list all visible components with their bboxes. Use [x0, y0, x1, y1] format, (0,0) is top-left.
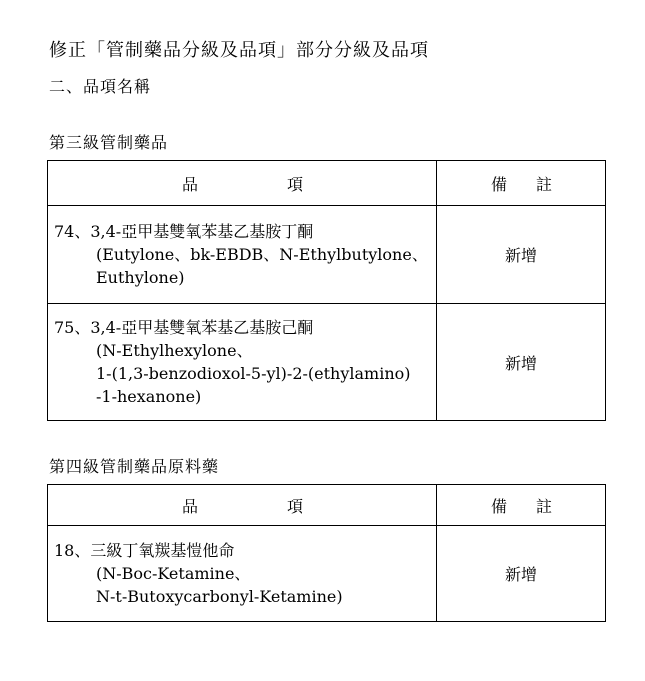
item-cell: [48, 206, 437, 304]
header-remark: [437, 161, 606, 206]
item-name: 75、3,4-亞甲基雙氧苯基乙基胺己酮: [54, 318, 314, 337]
item-name: 74、3,4-亞甲基雙氧苯基乙基胺丁酮: [54, 222, 314, 241]
item-synonym-line: (N-Boc-Ketamine、: [96, 564, 251, 583]
header-item-char: 項: [286, 496, 304, 516]
item-synonym-line: (N-Ethylhexylone、: [96, 341, 253, 360]
header-remark: [437, 485, 606, 526]
header-item-char: 品: [182, 496, 200, 516]
header-remark-char: 註: [535, 496, 553, 516]
header-remark-char: 註: [535, 174, 553, 194]
table-row: [48, 526, 606, 622]
section-subtitle: 二、品項名稱: [49, 77, 152, 96]
item-synonym-line: Euthylone): [96, 268, 185, 287]
document-title: 修正「管制藥品分級及品項」部分分級及品項: [49, 40, 429, 61]
item-synonym-line: 1-(1,3-benzodioxol-5-yl)-2-(ethylamino): [96, 364, 411, 383]
table-row: [48, 206, 606, 304]
schedule-3-table: [47, 160, 606, 421]
item-synonym-line: -1-hexanone): [96, 387, 202, 406]
table-header-row: [48, 485, 606, 526]
header-item-char: 項: [286, 174, 304, 194]
table-row: [48, 304, 606, 421]
schedule-4-table: [47, 484, 606, 622]
header-item-char: 品: [182, 174, 200, 194]
remark-cell: 新增: [437, 206, 606, 304]
remark-cell: 新增: [437, 304, 606, 421]
section-heading-schedule-3: 第三級管制藥品: [49, 133, 169, 152]
item-synonym-line: (Eutylone、bk-EBDB、N-Ethylbutylone、: [96, 245, 428, 264]
remark-cell: 新增: [437, 526, 606, 622]
header-item: [48, 485, 437, 526]
section-heading-schedule-4: 第四級管制藥品原料藥: [49, 457, 220, 476]
item-name: 18、三級丁氧羰基愷他命: [54, 541, 235, 560]
table-header-row: [48, 161, 606, 206]
item-synonym-line: N-t-Butoxycarbonyl-Ketamine): [96, 587, 343, 606]
header-remark-char: 備: [491, 174, 509, 194]
item-cell: [48, 526, 437, 622]
header-remark-char: 備: [491, 496, 509, 516]
item-cell: [48, 304, 437, 421]
header-item: [48, 161, 437, 206]
